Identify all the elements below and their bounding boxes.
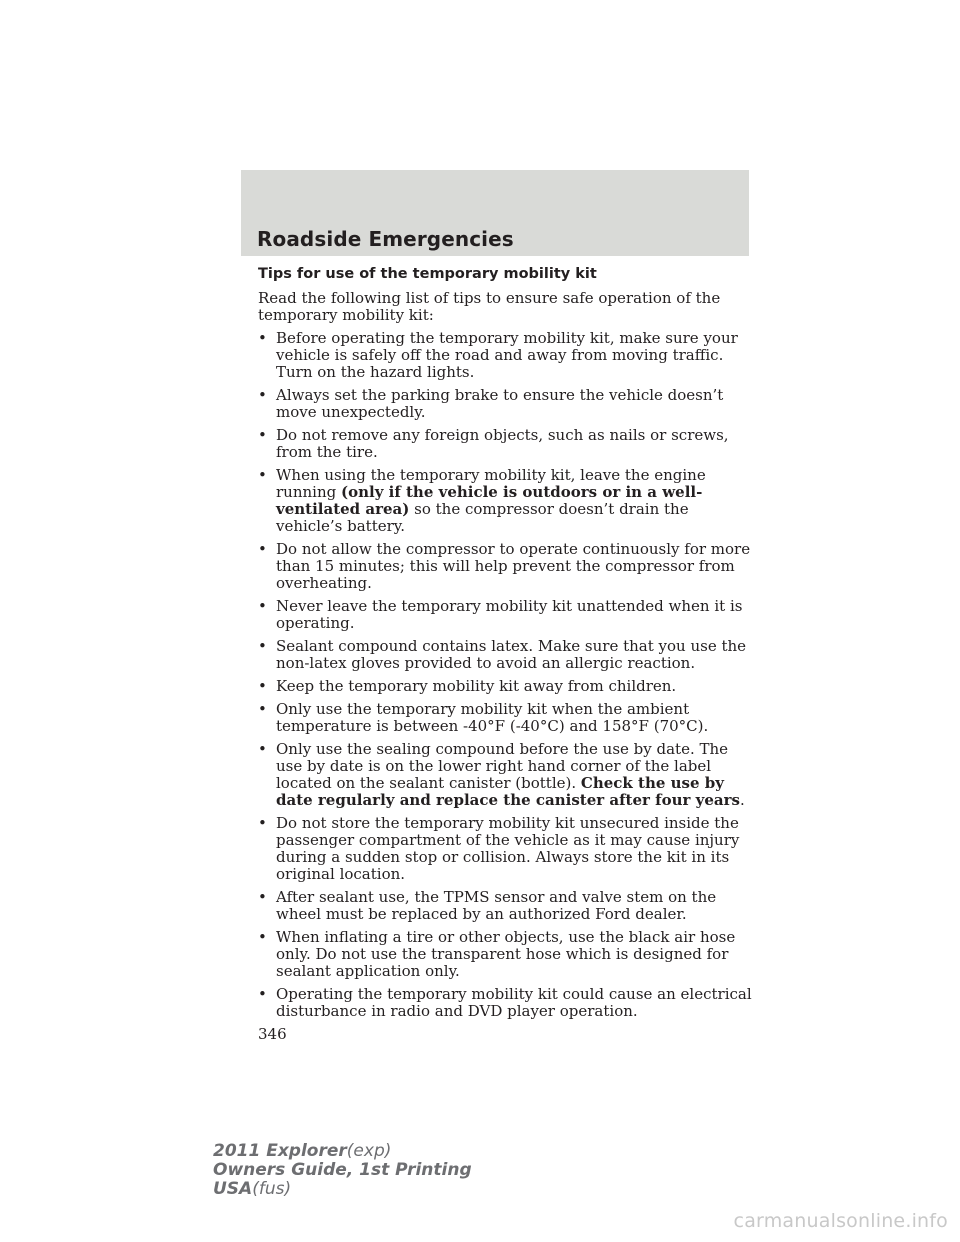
site-watermark: carmanualsonline.info	[733, 1210, 948, 1232]
tip-text: so the compressor doesn’t drain the vehicle’s battery.	[276, 500, 689, 535]
tip-text: Operating the temporary mobility kit could cause an electrical disturbance in radio and DVD player operation.	[276, 985, 752, 1020]
tip-text: Before operating the temporary mobility kit, make sure your vehicle is safely off the road and away from moving traffic. Turn on the hazard lights.	[276, 329, 738, 381]
bullet-icon: •	[258, 814, 267, 832]
tip-item	[258, 427, 758, 461]
tip-text: When inflating a tire or other objects, use the black air hose only. Do not use the transparent hose which is designed for sealant application only.	[276, 928, 736, 980]
tip-text: Keep the temporary mobility kit away from children.	[276, 677, 677, 695]
bullet-icon: •	[258, 540, 267, 558]
tip-item	[258, 889, 758, 923]
footer-model-code: (exp)	[346, 1141, 392, 1161]
bullet-icon: •	[258, 329, 267, 347]
tip-item	[258, 598, 758, 632]
bullet-icon: •	[258, 386, 267, 404]
tip-item	[258, 741, 758, 809]
tip-text: Do not remove any foreign objects, such as nails or screws, from the tire.	[276, 426, 729, 461]
tips-list	[258, 330, 758, 1020]
tip-text: Always set the parking brake to ensure the vehicle doesn’t move unexpectedly.	[276, 386, 724, 421]
tip-emphasis: (only if the vehicle is outdoors or in a well-ventilated area)	[276, 483, 703, 518]
tip-text: Do not allow the compressor to operate continuously for more than 15 minutes; this will help prevent the compressor from overheating.	[276, 540, 751, 592]
bullet-icon: •	[258, 888, 267, 906]
tip-item	[258, 387, 758, 421]
tip-emphasis: Check the use by date regularly and replace the canister after four years	[276, 774, 740, 809]
tip-text: Only use the sealing compound before the use by date. The use by date is on the lower right hand corner of the label located on the sealant canister (bottle).	[276, 740, 729, 792]
bullet-icon: •	[258, 637, 267, 655]
tip-item	[258, 330, 758, 381]
bullet-icon: •	[258, 700, 267, 718]
footer-line-2: Owners Guide, 1st Printing	[213, 1160, 472, 1180]
section-header-band	[241, 170, 749, 256]
tip-text: .	[739, 791, 745, 809]
tip-item	[258, 701, 758, 735]
bullet-icon: •	[258, 466, 267, 484]
footer-model: 2011 Explorer	[213, 1141, 347, 1161]
bullet-icon: •	[258, 677, 267, 695]
tip-text: Do not store the temporary mobility kit unsecured inside the passenger compartment of the vehicle as it may cause injury during a sudden stop or collision. Always store the kit in its original location.	[276, 814, 740, 883]
bullet-icon: •	[258, 985, 267, 1003]
tip-item	[258, 986, 758, 1020]
tip-item	[258, 678, 758, 695]
footer-line-3	[213, 1180, 472, 1199]
bullet-icon: •	[258, 740, 267, 758]
tip-item	[258, 541, 758, 592]
tip-item	[258, 929, 758, 980]
page-number: 346	[258, 1025, 287, 1043]
tip-text: When using the temporary mobility kit, leave the engine running	[276, 466, 706, 501]
bullet-icon: •	[258, 426, 267, 444]
tips-intro: Read the following list of tips to ensure safe operation of the temporary mobility kit:	[258, 289, 721, 324]
tips-heading: Tips for use of the temporary mobility kit	[258, 266, 597, 282]
page-content	[258, 266, 758, 1043]
tip-text: After sealant use, the TPMS sensor and valve stem on the wheel must be replaced by an authorized Ford dealer.	[276, 888, 717, 923]
tip-text: Never leave the temporary mobility kit unattended when it is operating.	[276, 597, 743, 632]
bullet-icon: •	[258, 928, 267, 946]
tip-item	[258, 467, 758, 535]
footer-line-1	[213, 1142, 472, 1161]
section-title: Roadside Emergencies	[257, 227, 514, 251]
document-footer	[213, 1142, 472, 1199]
bullet-icon: •	[258, 597, 267, 615]
tip-item	[258, 638, 758, 672]
tip-item	[258, 815, 758, 883]
footer-market-code: (fus)	[252, 1179, 292, 1199]
footer-market: USA	[213, 1179, 253, 1199]
tip-text: Only use the temporary mobility kit when the ambient temperature is between -40°F (-40°C) and 158°F (70°C).	[276, 700, 709, 735]
tip-text: Sealant compound contains latex. Make sure that you use the non-latex gloves provided to avoid an allergic reaction.	[276, 637, 747, 672]
